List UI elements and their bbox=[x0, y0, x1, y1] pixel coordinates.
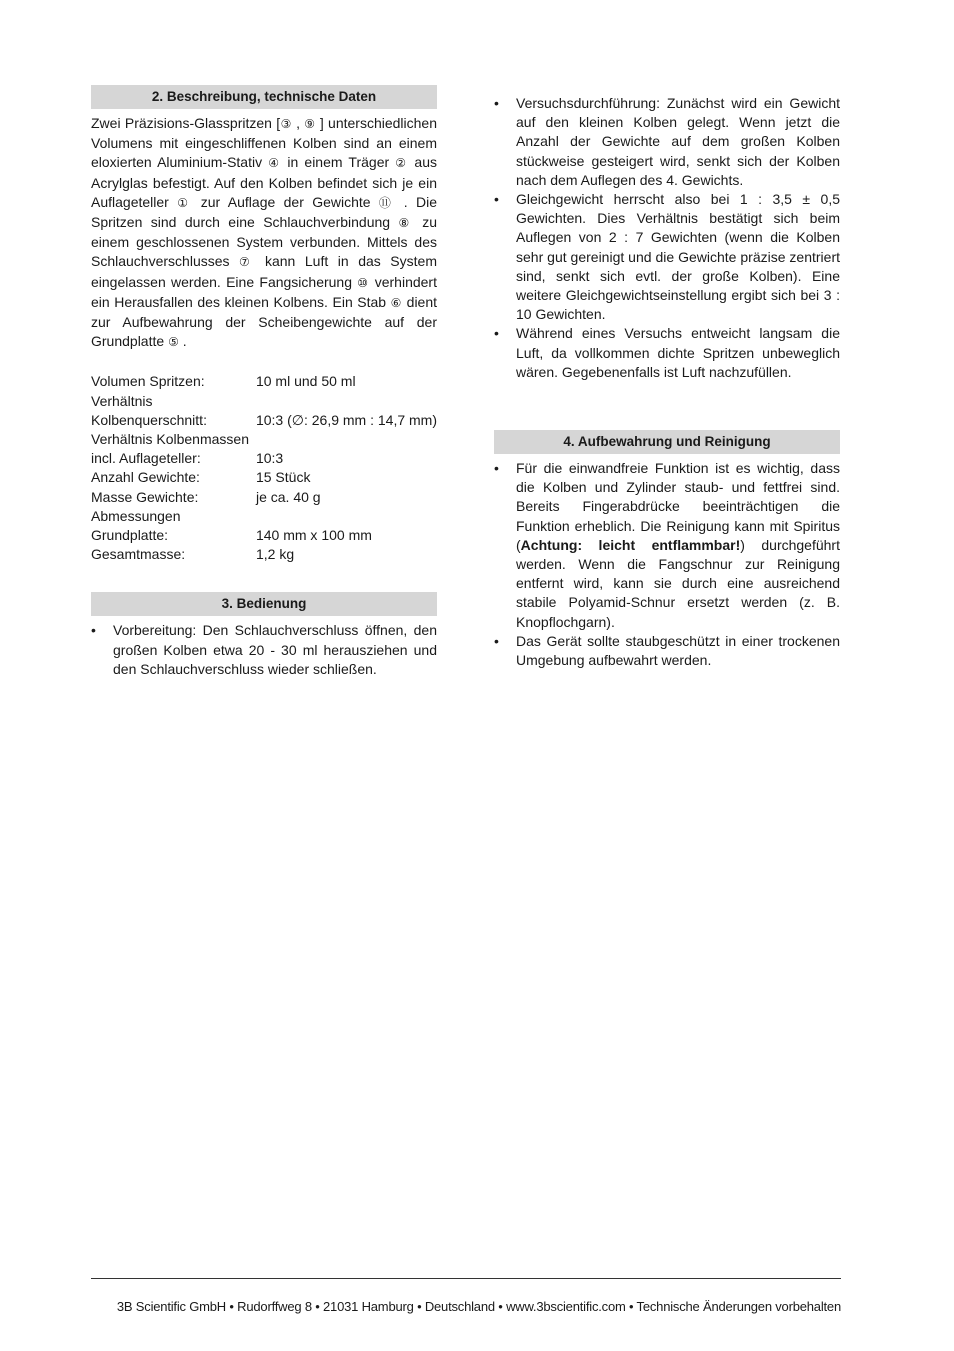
description-paragraph bbox=[91, 114, 437, 352]
section-2-heading: 2. Beschreibung, technische Daten bbox=[91, 85, 437, 109]
text: in einem Träger bbox=[281, 154, 396, 171]
spec-row bbox=[91, 526, 437, 545]
right-column bbox=[494, 94, 840, 670]
spec-label: Verhältnis Kolbenmassen bbox=[91, 431, 249, 448]
spec-row bbox=[91, 468, 437, 487]
spec-label: Kolbenquerschnitt: bbox=[91, 411, 207, 428]
spec-label: Abmessungen bbox=[91, 507, 181, 524]
callout-11: ⑪ bbox=[378, 195, 396, 210]
spec-row bbox=[91, 430, 437, 449]
spec-value bbox=[256, 507, 437, 526]
text: kann Luft in das System eingelassen werden. Eine Fangsicherung bbox=[91, 253, 437, 290]
callout-2: ② bbox=[395, 156, 409, 171]
text: zur Auflage der Gewichte bbox=[192, 193, 379, 210]
section-4-heading: 4. Aufbewahrung und Reinigung bbox=[494, 430, 840, 454]
spec-value: 10:3 (∅: 26,9 mm : 14,7 mm) bbox=[255, 411, 437, 428]
callout-7: ⑦ bbox=[239, 255, 256, 270]
spec-value: 10 ml und 50 ml bbox=[255, 373, 356, 390]
spec-label: Verhältnis bbox=[91, 392, 153, 409]
spec-row bbox=[91, 392, 437, 411]
text: . Die Spritzen sind durch eine Schlauchverbindung bbox=[91, 193, 437, 231]
spec-row bbox=[91, 372, 437, 391]
storage-list bbox=[494, 459, 840, 670]
footer-text: 3B Scientific GmbH • Rudorffweg 8 • 21031 Hamburg • Deutschland • www.3bscientific.com • Technische Änderungen vorbehalten bbox=[116, 1299, 841, 1314]
spec-value bbox=[256, 430, 437, 449]
left-column bbox=[91, 85, 437, 679]
spec-row bbox=[91, 411, 437, 430]
spec-label: Masse Gewichte: bbox=[91, 488, 199, 505]
text: ] unterschiedlichen Volumens mit eingeschliffenen Kolben sind an einem eloxierten Aluminium-Stativ bbox=[91, 115, 437, 171]
list-item bbox=[494, 459, 840, 632]
spec-value: 10:3 bbox=[255, 450, 284, 467]
text: ) durchgeführt werden. Wenn die Fangschnur zur Reinigung entfernt wird, kann sie durch eine ausreichend stabile Polyamid-Schnur ersetzt werden (z. B. Knopflochgarn). bbox=[516, 536, 840, 630]
spec-row bbox=[91, 545, 437, 564]
list-item: • Versuchsdurchführung: Zunächst wird ein Gewicht auf den kleinen Kolben gelegt. Wenn jetzt die Anzahl der Gewichte auf dem großen Kolben stückweise gesteigert wird, senkt sich der Kolben nach dem Auflegen des 4. Gewichts. bbox=[494, 94, 840, 190]
text: Zwei Präzisions-Glasspritzen [ bbox=[91, 115, 281, 131]
callout-8: ⑧ bbox=[398, 216, 414, 231]
list-item: • Vorbereitung: Den Schlauchverschluss öffnen, den großen Kolben etwa 20 - 30 ml herausziehen und den Schlauchverschluss wieder schließen. bbox=[91, 621, 437, 679]
text: Für die einwandfreie Funktion ist es wichtig, dass die Kolben und Zylinder staub- und fettfrei sind. Bereits Fingerabdrücke beeinträchtigen die Funktion erheblich. Die Reinigung kann mit Spiritus ( bbox=[516, 460, 840, 553]
warning-text: Achtung: leicht entflammbar! bbox=[520, 536, 741, 553]
text: zu einem geschlossenen System verbunden. Mittels des Schlauchverschlusses bbox=[91, 214, 437, 270]
spec-value: 140 mm x 100 mm bbox=[255, 527, 372, 544]
spec-label: Anzahl Gewichte: bbox=[91, 469, 200, 486]
text: . bbox=[178, 333, 187, 350]
callout-9: ⑨ bbox=[304, 117, 316, 131]
spec-value: 1,2 kg bbox=[255, 546, 295, 563]
spec-label: incl. Auflageteller: bbox=[91, 450, 201, 467]
text: , bbox=[291, 115, 305, 131]
technical-data-table bbox=[91, 372, 437, 564]
section-3-heading: 3. Bedienung bbox=[91, 592, 437, 616]
spec-row bbox=[91, 507, 437, 526]
callout-3: ③ bbox=[280, 117, 292, 131]
text: aus Acrylglas befestigt. Auf den Kolben befindet sich je ein Auflageteller bbox=[91, 154, 438, 210]
operation-list bbox=[91, 621, 437, 679]
spec-label: Volumen Spritzen: bbox=[91, 373, 205, 390]
text: dient zur Aufbewahrung der Scheibengewichte auf der Grundplatte bbox=[91, 293, 438, 350]
list-item: • Das Gerät sollte staubgeschützt in einer trockenen Umgebung aufbewahrt werden. bbox=[494, 632, 840, 670]
spec-label: Grundplatte: bbox=[91, 527, 169, 544]
callout-10: ⑩ bbox=[357, 275, 370, 290]
spec-row bbox=[91, 488, 437, 507]
footer-divider bbox=[91, 1278, 841, 1279]
callout-6: ⑥ bbox=[390, 295, 403, 310]
spec-value bbox=[256, 392, 437, 411]
callout-1: ① bbox=[177, 195, 193, 210]
list-item: • Gleichgewicht herrscht also bei 1 : 3,5 ± 0,5 Gewichten. Dies Verhältnis bestätigt sich beim Auflegen von 2 : 7 Gewichten (wenn die Kolben sehr gut gereinigt und die Gewichte präzise zentriert sind, senkt sich evtl. der große Kolben). Eine weitere Gleichgewichtseinstellung ergibt sich bei 3 : 10 Gewichten. bbox=[494, 190, 840, 324]
spec-value: je ca. 40 g bbox=[255, 488, 321, 505]
callout-5: ⑤ bbox=[168, 335, 179, 350]
text: verhindert ein Herausfallen des kleinen Kolbens. Ein Stab bbox=[91, 273, 437, 310]
spec-row bbox=[91, 449, 437, 468]
spec-label: Gesamtmasse: bbox=[91, 546, 186, 563]
callout-4: ④ bbox=[268, 156, 282, 171]
list-item: • Während eines Versuchs entweicht langsam die Luft, da vollkommen dichte Spritzen unbeweglich wären. Gegebenenfalls ist Luft nachzufüllen. bbox=[494, 324, 840, 382]
spec-value: 15 Stück bbox=[255, 469, 311, 486]
operation-list-continued bbox=[494, 94, 840, 382]
